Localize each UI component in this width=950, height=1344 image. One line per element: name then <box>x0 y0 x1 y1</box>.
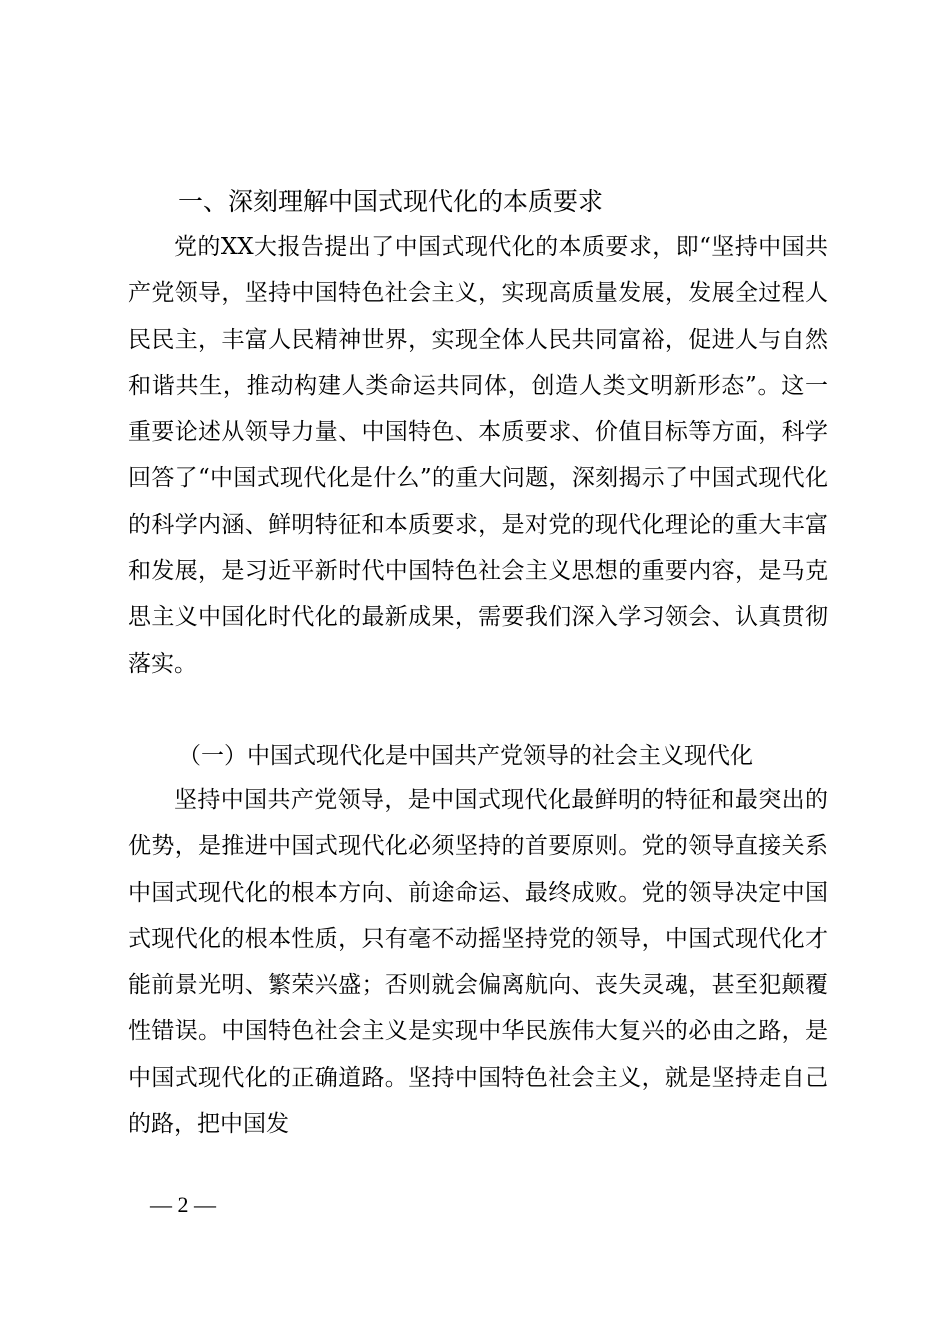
body-paragraph-1: 党的XX大报告提出了中国式现代化的本质要求，即“坚持中国共产党领导，坚持中国特色社会主义，实现高质量发展，发展全过程人民民主，丰富人民精神世界，实现全体人民共同富裕，促进人与自然和谐共生，推动构建人类命运共同体，创造人类文明新形态”。这一重要论述从领导力量、中国特色、本质要求、价值目标等方面，科学回答了“中国式现代化是什么”的重大问题，深刻揭示了中国式现代化的科学内涵、鲜明特征和本质要求，是对党的现代化理论的重大丰富和发展，是习近平新时代中国特色社会主义思想的重要内容，是马克思主义中国化时代化的最新成果，需要我们深入学习领会、认真贯彻落实。 <box>128 234 828 677</box>
subsection-heading: （一）中国式现代化是中国共产党领导的社会主义现代化 <box>178 743 753 769</box>
page-number: — 2 — <box>150 1192 216 1217</box>
body-paragraph-2: 坚持中国共产党领导，是中国式现代化最鲜明的特征和最突出的优势，是推进中国式现代化必须坚持的首要原则。党的领导直接关系中国式现代化的根本方向、前途命运、最终成败。党的领导决定中国式现代化的根本性质，只有毫不动摇坚持党的领导，中国式现代化才能前景光明、繁荣兴盛；否则就会偏离航向、丧失灵魂，甚至犯颠覆性错误。中国特色社会主义是实现中华民族伟大复兴的必由之路，是中国式现代化的正确道路。坚持中国特色社会主义，就是坚持走自己的路，把中国发 <box>128 787 828 1138</box>
section-heading: 一、深刻理解中国式现代化的本质要求 <box>178 187 604 216</box>
